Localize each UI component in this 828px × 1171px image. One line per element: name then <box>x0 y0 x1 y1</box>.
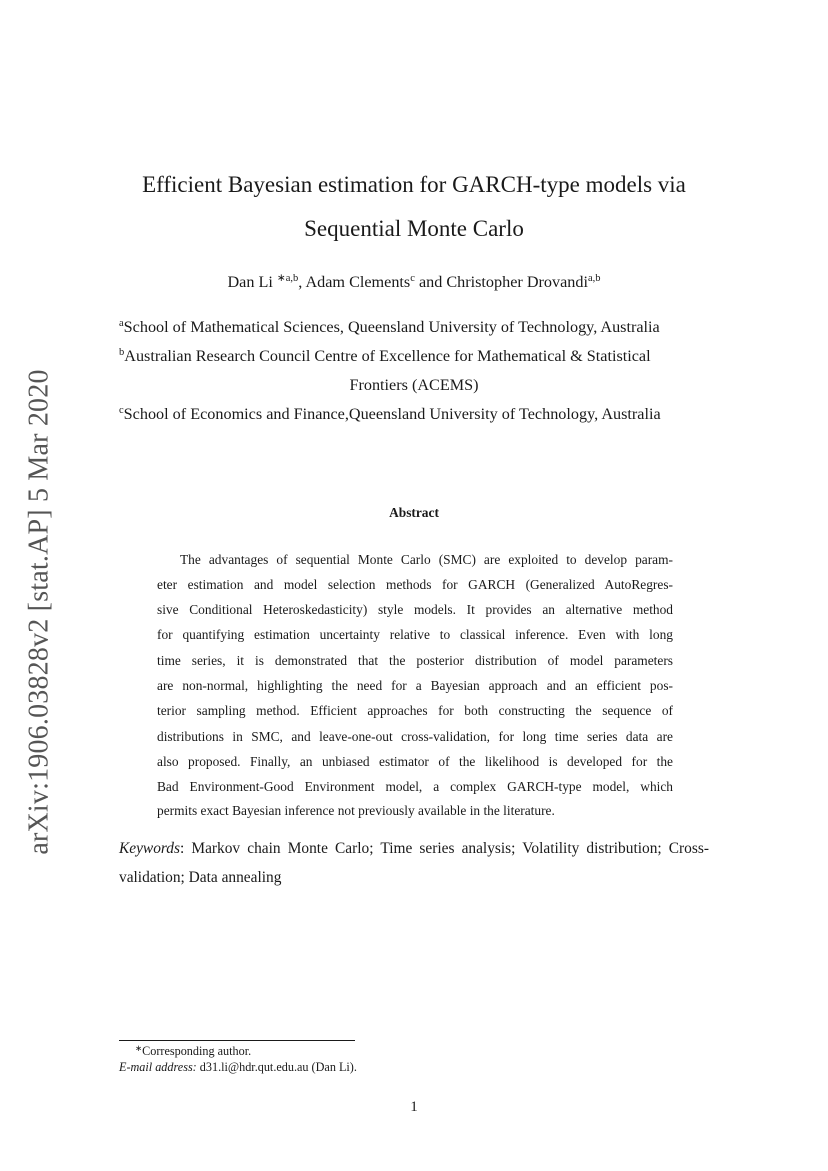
affiliation-a-mark: a <box>119 318 124 329</box>
footnote-divider <box>119 1040 355 1041</box>
affiliation-b <box>119 347 651 366</box>
affiliation-b-text-line-1: Australian Research Council Centre of Excellence for Mathematical & Statistical <box>124 347 651 365</box>
footnote-mark: ∗ <box>135 1043 143 1053</box>
affiliation-a <box>119 318 660 337</box>
abstract-line: distributions in SMC, and leave-one-out cross-validation, for long time series data are <box>157 729 673 744</box>
abstract-line: The advantages of sequential Monte Carlo (SMC) are exploited to develop param- <box>180 552 673 567</box>
keywords-text: : Markov chain Monte Carlo; Time series analysis; Volatility distribution; Cross- <box>180 840 709 857</box>
abstract-line: for quantifying estimation uncertainty relative to classical inference. Even with long <box>157 627 673 642</box>
footnote-corresponding-text: Corresponding author. <box>142 1044 252 1058</box>
affiliation-b-text-line-2: Frontiers (ACEMS) <box>349 376 479 394</box>
abstract-line: also proposed. Finally, an unbiased estimator of the likelihood is developed for the <box>157 754 673 769</box>
abstract-line: time series, it is demonstrated that the posterior distribution of model parameters <box>157 653 673 668</box>
abstract-line: Bad Environment-Good Environment model, a complex GARCH-type model, which <box>157 779 673 794</box>
abstract-line: permits exact Bayesian inference not previously available in the literature. <box>157 803 555 818</box>
email-label: E-mail address: <box>119 1060 197 1074</box>
author-dan-li-affiliation: ∗a,b <box>276 273 299 284</box>
affiliation-c-text: School of Economics and Finance,Queensland University of Technology, Australia <box>123 405 661 423</box>
affiliation-c <box>119 405 661 424</box>
footnote-corresponding-author <box>135 1044 251 1059</box>
author-christopher-drovandi: and Christopher Drovandi <box>414 273 588 291</box>
paper-title-line-2: Sequential Monte Carlo <box>304 216 524 241</box>
affiliation-b-mark: b <box>119 347 125 358</box>
email-address: d31.li@hdr.qut.edu.au (Dan Li). <box>196 1060 357 1074</box>
abstract-line: are non-normal, highlighting the need for a Bayesian approach and an efficient pos- <box>157 678 673 693</box>
abstract-line: terior sampling method. Efficient approaches for both constructing the sequence of <box>157 703 673 718</box>
arxiv-stamp-text: arXiv:1906.03828v2 [stat.AP] 5 Mar 2020 <box>24 369 55 855</box>
author-list <box>100 273 728 292</box>
keywords-line-1 <box>119 840 709 858</box>
author-dan-li: Dan Li <box>227 273 277 291</box>
affiliation-a-text: School of Mathematical Sciences, Queensland University of Technology, Australia <box>123 318 660 336</box>
abstract-line: eter estimation and model selection methods for GARCH (Generalized AutoRegres- <box>157 577 673 592</box>
affiliation-c-mark: c <box>119 405 124 416</box>
keywords-line-2: validation; Data annealing <box>119 869 282 886</box>
abstract-heading: Abstract <box>389 505 439 520</box>
author-adam-clements-affiliation: c <box>410 273 415 284</box>
paper-title-line-1: Efficient Bayesian estimation for GARCH-type models via <box>142 172 686 197</box>
keywords-label: Keywords <box>119 840 180 857</box>
author-adam-clements: , Adam Clements <box>298 273 411 291</box>
arxiv-stamp <box>19 366 61 858</box>
page-number: 1 <box>410 1099 418 1115</box>
author-christopher-drovandi-affiliation: a,b <box>587 273 601 284</box>
footnote-email <box>119 1060 357 1075</box>
abstract-line: sive Conditional Heteroskedasticity) style models. It provides an alternative method <box>157 602 673 617</box>
